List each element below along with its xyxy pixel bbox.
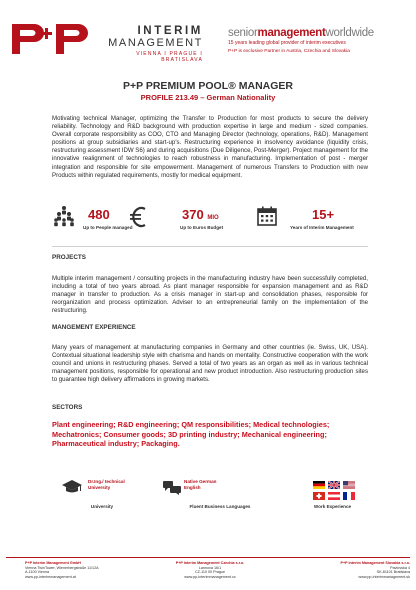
partner-wordmark: seniormanagementworldwide [228,27,374,39]
experience-heading: MANGEMENT EXPERIENCE [52,324,136,331]
projects-paragraph: Multiple interim management / consulting projects in the manufacturing industry have been successfully completed, including a total of two years abroad. As plant manager responsible for expansion management and as R&D manager in transfer to production. As a crisis manager in start-up and consolidation phases, responsible for reorganization and process optimization. Adviser to an entrepreneurial family on the implementation of the restructuring. [52,275,368,315]
austria-flag-icon [328,492,340,500]
university-detail: Dr.Ing./ technical University [88,479,125,490]
france-flag-icon [343,492,355,500]
footer-company-at: P+P Interim Management GmbH [25,561,81,565]
footer-address-at: Vienna TwinTower, Wienerbergstraße 11/12A [25,565,99,570]
kpi-years-label: Years of Interim Management [290,225,354,230]
partner-note: P+P is exclusive Partner in Austria, Czechia and Slovakia [228,49,350,54]
logo-line-interim: INTERIM [137,25,203,37]
footer-company-cz: P+P Interim Management Czechia s.r.o. [175,561,245,565]
footer-address-sk: Pavlovská 4 [390,565,410,570]
footer-address-cz: Lannova 16/1 [198,565,222,570]
footer-city-cz: CZ-110 00 Prague [194,570,226,575]
kpi-budget [160,205,260,235]
university-label: University [90,504,114,509]
footer-office-vienna [25,561,99,579]
footer-city-at: A-1100 Vienna [25,570,50,575]
languages-label: Fluent Business Languages [189,504,251,509]
uk-flag-icon [328,481,340,489]
sectors-list: Plant engineering; R&D engineering; QM responsibilities; Medical technologies; Mechatronics; Consumer goods; 3D printing industry; Mechanical engineering; Pharmaceutical industry; Packaging. [52,420,330,449]
footer-company-sk: P+P Interim Management Slovakia s.r.o. [340,561,410,565]
calendar-icon [257,206,277,226]
footer-city-sk: SK-81101 Bratislava [376,570,410,575]
footer-link-cz[interactable]: www.pp-interimmanagement.cz [184,574,236,579]
sectors-heading: SECTORS [52,404,83,411]
footer-link-sk[interactable]: www.pp-interimmanagement.sk [358,574,410,579]
kpi-people-value: 480 [88,207,110,222]
kpi-years [255,205,375,235]
germany-flag-icon [313,481,325,489]
footer-rule [6,557,410,558]
kpi-people-label: Up to People managed [83,225,133,230]
footer-link-at[interactable]: www.pp-interimmanagement.at [25,574,76,579]
kpi-budget-value: 370 MIO [182,207,219,222]
speech-bubbles-icon [163,481,181,495]
header [0,0,416,70]
partner-logo [228,27,408,54]
kpi-budget-unit: MIO [207,215,219,221]
work-experience-label: Work Experience [313,504,352,509]
usa-flag-icon [343,481,355,489]
languages-detail: Native German English [184,479,217,490]
kpi-years-value: 15+ [312,207,335,222]
experience-paragraph: Many years of management at manufacturing companies in Germany and other countries (ie. Swiss, UK, USA). Contextual situational leadership style with charisma and hands on mentality. Constructive cooperation with the work council and unions in restructuring phases. Served a total of two years as an organ as well as in various technical management positions, responsible for operational and new product introduction. Also restructuring production sites to guarantee high delivery affirmations in growing markets. [52,344,368,384]
pp-logo-mark [12,22,92,54]
projects-heading: PROJECTS [52,254,86,261]
switzerland-flag-icon [313,492,325,500]
profile-title [0,80,416,102]
logo-wordmark [95,25,203,63]
divider [52,246,368,247]
logo-line-cities: VIENNA I PRAGUE I BRATISLAVA [136,51,203,63]
euro-icon [130,206,148,228]
graduation-cap-icon [62,480,82,494]
logo-line-management: MANAGEMENT [108,37,203,49]
flags-grid [313,481,373,503]
profile-subtitle: PROFILE 213.49 – German Nationality [140,93,276,102]
partner-tagline: 15 years leading global provider of interim executives [228,40,346,46]
kpi-budget-label: Up to Euros Budget [180,225,224,230]
page-title: P+P PREMIUM POOL® MANAGER [122,80,294,92]
footer-office-prague [170,561,250,579]
people-icon [53,205,75,227]
summary-paragraph: Motivating technical Manager, optimizing the Transfer to Production for most products to secure the delivery reliability. Technology and R&D background with production expertise in large and medium - sized companies. Overall corporate responsibility as COO, CTO and Managing Director (technology, operations, R&D). Management positions at group subsidiaries and start-up's. Restructuring experience in insolvency avoidance (liquidity crisis, restructuring assessment IDW S6) and during acquisitions (Due Diligence, Post-Merger). Project management for the innovative realignment of technologies to reach robustness in manufacturing. Implementation of post - merger integration and responsible for site empowerment. Management of numerous Transfers to Production with new Products within regulated requirements, mostly for medical equipment. [52,115,368,179]
footer-office-bratislava [300,561,410,579]
footer [0,557,416,590]
